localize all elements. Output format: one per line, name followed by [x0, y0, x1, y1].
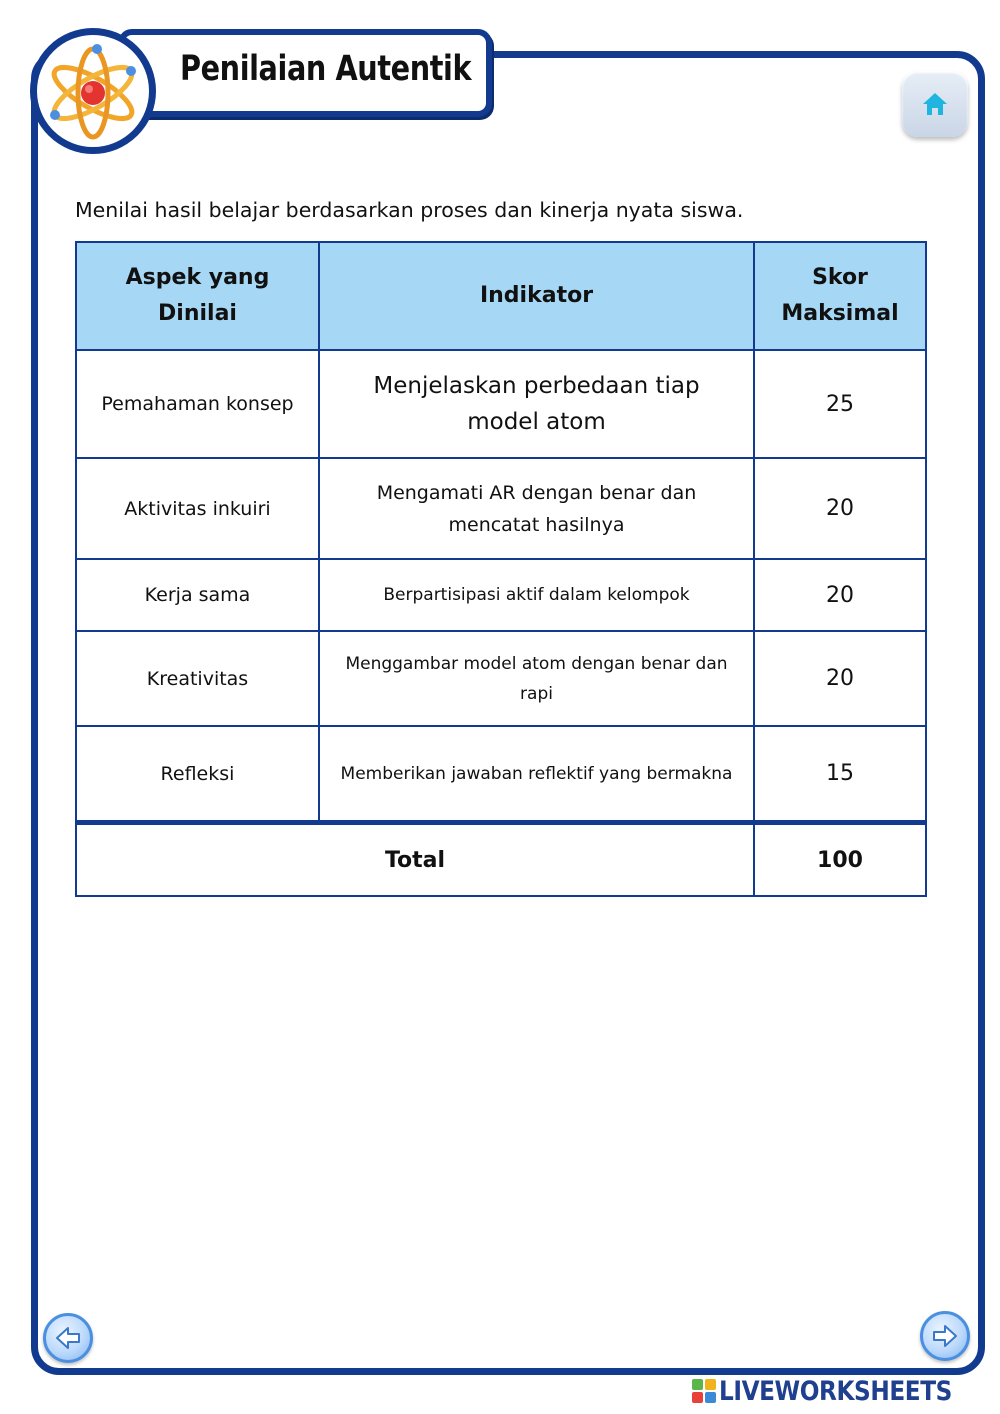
cell-skor: 25: [754, 350, 926, 458]
cell-aspek: Kerja sama: [76, 559, 319, 631]
table-total-row: [76, 823, 926, 897]
header-aspek: Aspek yang Dinilai: [76, 242, 319, 350]
table-row: [76, 726, 926, 823]
cell-indikator: Menjelaskan perbedaan tiap model atom: [319, 350, 754, 458]
cell-indikator: Memberikan jawaban reflektif yang bermakna: [319, 726, 754, 823]
table-row: [76, 559, 926, 631]
total-label: Total: [76, 823, 754, 897]
cell-indikator: Menggambar model atom dengan benar dan rapi: [319, 631, 754, 726]
cell-aspek: Pemahaman konsep: [76, 350, 319, 458]
cell-skor: 20: [754, 458, 926, 559]
header-indikator: Indikator: [319, 242, 754, 350]
intro-text: Menilai hasil belajar berdasarkan proses dan kinerja nyata siswa.: [75, 198, 744, 222]
arrow-left-icon: [54, 1324, 82, 1352]
assessment-table: [75, 241, 927, 897]
arrow-right-icon: [931, 1322, 959, 1350]
cell-skor: 20: [754, 631, 926, 726]
cell-aspek: Kreativitas: [76, 631, 319, 726]
table-header-row: [76, 242, 926, 350]
home-icon: [921, 90, 949, 118]
prev-page-button[interactable]: [43, 1313, 93, 1363]
cell-aspek: Refleksi: [76, 726, 319, 823]
title-tab: [118, 29, 492, 117]
page-title: Penilaian Autentik: [180, 49, 472, 89]
next-page-button[interactable]: [920, 1311, 970, 1361]
cell-aspek: Aktivitas inkuiri: [76, 458, 319, 559]
table-row: [76, 458, 926, 559]
cell-skor: 15: [754, 726, 926, 823]
total-value: 100: [754, 823, 926, 897]
cell-indikator: Berpartisipasi aktif dalam kelompok: [319, 559, 754, 631]
table-row: [76, 631, 926, 726]
brand-name: LIVEWORKSHEETS: [719, 1375, 952, 1407]
liveworksheets-logo: [692, 1375, 990, 1407]
cell-indikator: Mengamati AR dengan benar dan mencatat hasilnya: [319, 458, 754, 559]
home-button[interactable]: [902, 71, 968, 137]
cell-skor: 20: [754, 559, 926, 631]
table-row: [76, 350, 926, 458]
atom-icon: [30, 28, 156, 154]
header-skor: Skor Maksimal: [754, 242, 926, 350]
logo-squares: [692, 1379, 716, 1403]
